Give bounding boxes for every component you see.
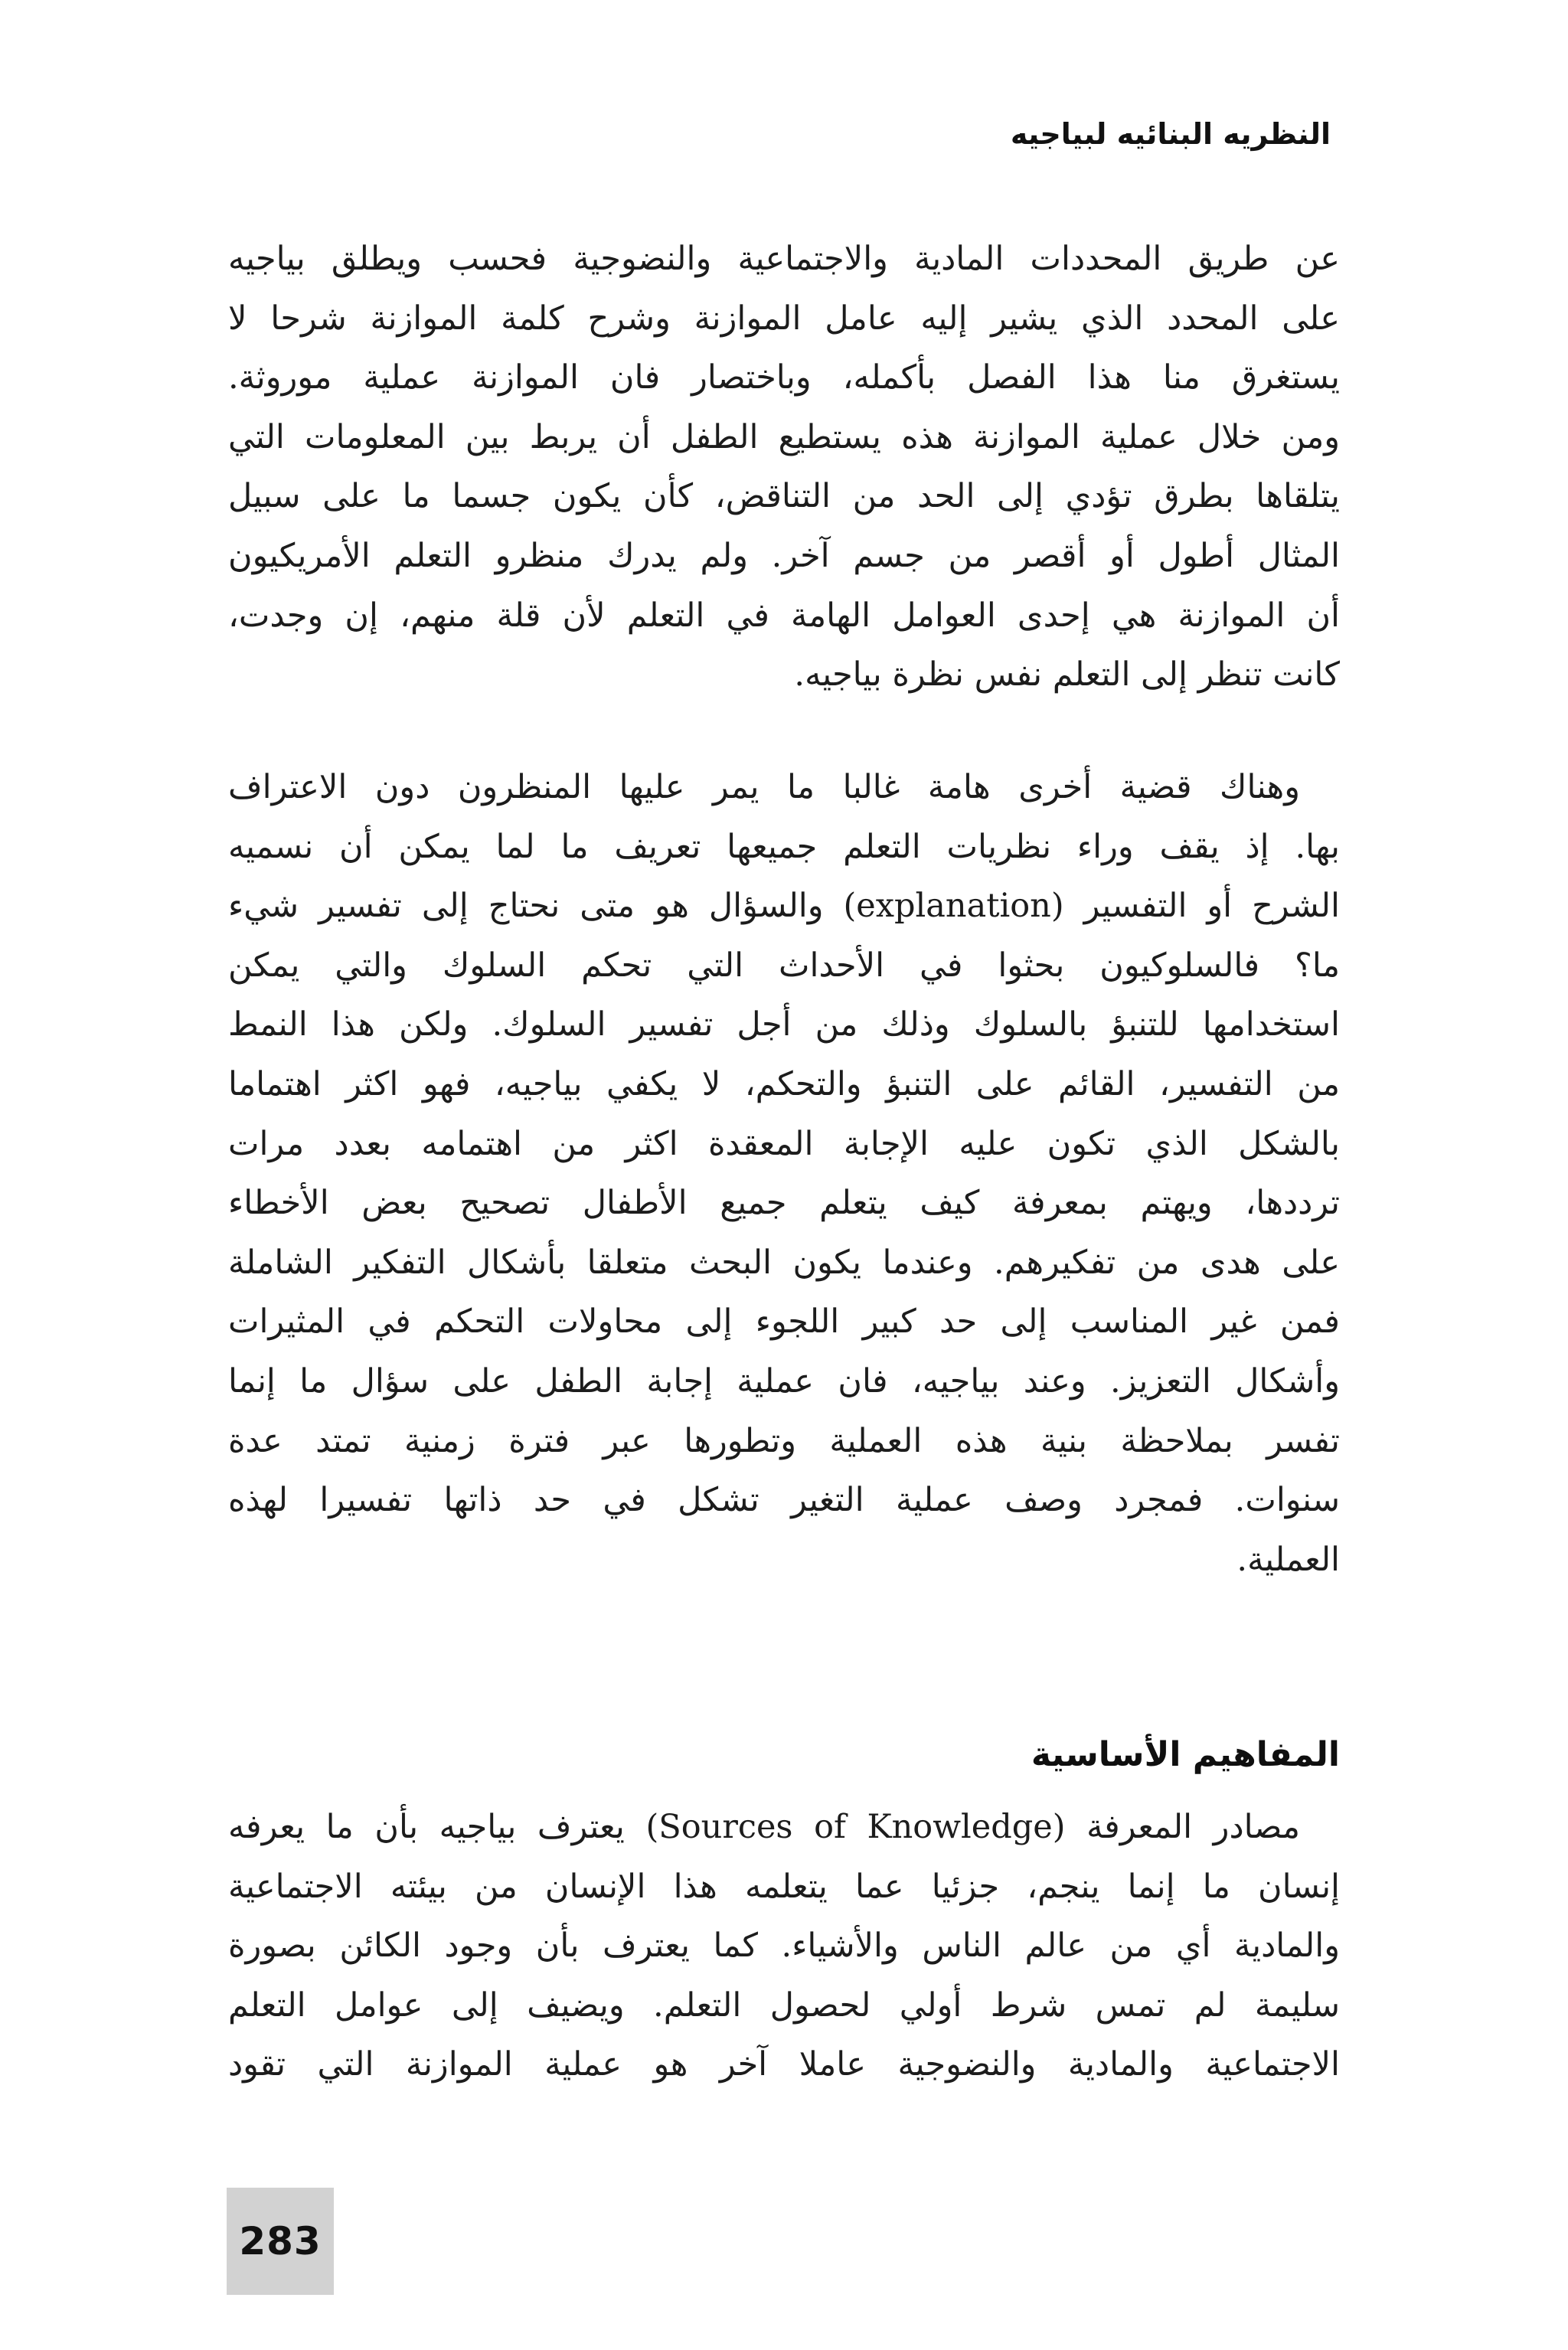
text-line: إنسان ما إنما ينجم، جزئيا عما يتعلمه هذا الإنسان من بيئته الاجتماعية [228,1867,1340,1906]
text-line: سنوات. فمجرد وصف عملية التغير تشكل في حد ذاتها تفسيرا لهذه [228,1481,1340,1520]
text-line: المثال أطول أو أقصر من جسم آخر. ولم يدرك منظرو التعلم الأمريكيون [228,536,1340,575]
text-line: كانت تنظر إلى التعلم نفس نظرة بياجيه. [794,655,1340,695]
text-line: فمن غير المناسب إلى حد كبير اللجوء إلى محاولات التحكم في المثيرات [228,1302,1340,1342]
text-line: على المحدد الذي يشير إليه عامل الموازنة وشرح كلمة الموازنة شرحا لا [228,299,1340,338]
text-line: والمادية أي من عالم الناس والأشياء. كما يعترف بأن وجود الكائن بصورة [228,1927,1340,1966]
text-line: ومن خلال عملية الموازنة هذه يستطيع الطفل أن يربط بين المعلومات التي [228,417,1340,456]
text-line: استخدامها للتنبؤ بالسلوك وذلك من أجل تفسير السلوك. ولكن هذا النمط [228,1005,1340,1044]
text-line: الشرح أو التفسير (explanation) والسؤال هو متى نحتاج إلى تفسير شيء [228,887,1340,926]
text-line: ما؟ فالسلوكيون بحثوا في الأحداث التي تحكم السلوك والتي يمكن [228,946,1340,985]
text-line: العملية. [1236,1540,1340,1579]
text-line: الاجتماعية والمادية والنضوجية عاملا آخر هو عملية الموازنة التي تقود [228,2045,1340,2084]
text-line: يتلقاها بطرق تؤدي إلى الحد من التناقض، كأن يكون جسما ما على سبيل [228,477,1340,516]
page-number-box [227,2188,334,2295]
text-line: بها. إذ يقف وراء نظريات التعلم جميعها تعريف ما لما يمكن أن نسميه [228,827,1340,866]
text-line: وهناك قضية أخرى هامة غالبا ما يمر عليها المنظرون دون الاعتراف [228,768,1300,806]
text-line: يستغرق منا هذا الفصل بأكمله، وباختصار فان الموازنة عملية موروثة. [228,358,1340,397]
running-header: النظريه البنائيه لبياجيه [1010,117,1331,151]
paragraph-3 [228,1798,1340,2095]
page-number: 283 [239,2219,322,2263]
text-line: عن طريق المحددات المادية والاجتماعية والنضوجية فحسب ويطلق بياجيه [228,240,1340,278]
paragraph-2 [228,758,1340,1590]
text-line: ترددها، ويهتم بمعرفة كيف يتعلم جميع الأطفال تصحيح بعض الأخطاء [228,1184,1340,1223]
paragraph-1 [228,230,1340,705]
text-line: بالشكل الذي تكون عليه الإجابة المعقدة اكثر من اهتمامه بعدد مرات [228,1124,1340,1163]
text-line: وأشكال التعزيز. وعند بياجيه، فان عملية إجابة الطفل على سؤال ما إنما [228,1361,1340,1401]
text-line: سليمة لم تمس شرط أولي لحصول التعلم. ويضيف إلى عوامل التعلم [228,1986,1340,2025]
text-line: من التفسير، القائم على التنبؤ والتحكم، لا يكفي بياجيه، فهو اكثر اهتماما [228,1064,1340,1103]
text-line: أن الموازنة هي إحدى العوامل الهامة في التعلم لأن قلة منهم، إن وجدت، [228,596,1340,635]
section-heading: المفاهيم الأساسية [1031,1735,1340,1774]
text-line: تفسر بملاحظة بنية هذه العملية وتطورها عبر فترة زمنية تمتد عدة [228,1421,1340,1460]
text-line: على هدى من تفكيرهم. وعندما يكون البحث متعلقا بأشكال التفكير الشاملة [228,1243,1340,1282]
text-line: مصادر المعرفة (Sources of Knowledge) يعترف بياجيه بأن ما يعرفه [228,1808,1301,1846]
